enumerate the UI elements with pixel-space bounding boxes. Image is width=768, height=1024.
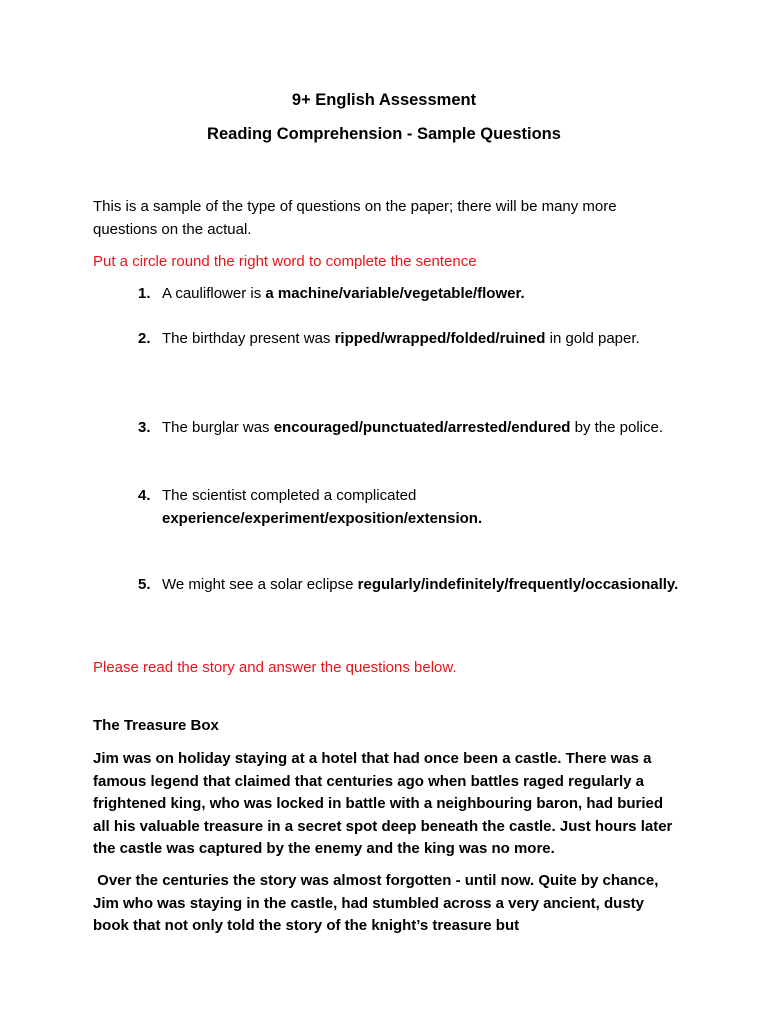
question-options: ripped/wrapped/folded/ruined [334,330,546,347]
question-options: encouraged/punctuated/arrested/endured [273,419,571,436]
question-number: 3. [138,419,151,436]
question-text: A cauliflower is [162,285,266,302]
story-instruction: Please read the story and answer the questions below. [93,659,457,676]
question-text: The burglar was [162,419,274,436]
question-number: 4. [138,487,151,504]
question-text-end: in gold paper. [545,330,640,347]
story-paragraph-2: Over the centuries the story was almost forgotten - until now. Quite by chance, Jim who was staying in the castle, had stumbled across a very ancient, dusty book that not only told the story of the knight’s treasure but [93,872,663,934]
page-title: 9+ English Assessment [291,91,477,109]
question-text: The scientist completed a complicated [162,487,417,504]
page-subtitle: Reading Comprehension - Sample Questions [207,125,561,143]
question-1 [138,283,683,306]
question-text: We might see a solar eclipse [162,576,358,593]
story-paragraph-1: Jim was on holiday staying at a hotel that had once been a castle. There was a famous legend that claimed that centuries ago when battles raged regularly a frightened king, who was locked in battle with a neighbouring baron, had buried all his valuable treasure in a secret spot deep beneath the castle. Just hours later the castle was captured by the enemy and the king was no more. [93,750,677,857]
question-options: regularly/indefinitely/frequently/occasionally. [357,576,679,593]
circle-instruction: Put a circle round the right word to complete the sentence [93,253,477,270]
question-number: 1. [138,285,151,302]
story-title: The Treasure Box [93,717,219,734]
question-number: 5. [138,576,151,593]
intro-paragraph: This is a sample of the type of questions on the paper; there will be many more questions on the actual. [93,198,617,238]
question-2 [138,328,683,351]
question-number: 2. [138,330,151,347]
question-text-end: by the police. [570,419,664,436]
question-text: The birthday present was [162,330,335,347]
question-4 [138,485,683,530]
question-options: a machine/variable/vegetable/flower. [265,285,525,302]
question-3 [138,417,683,440]
question-options: experience/experiment/exposition/extension. [162,509,483,527]
question-5 [138,574,683,597]
